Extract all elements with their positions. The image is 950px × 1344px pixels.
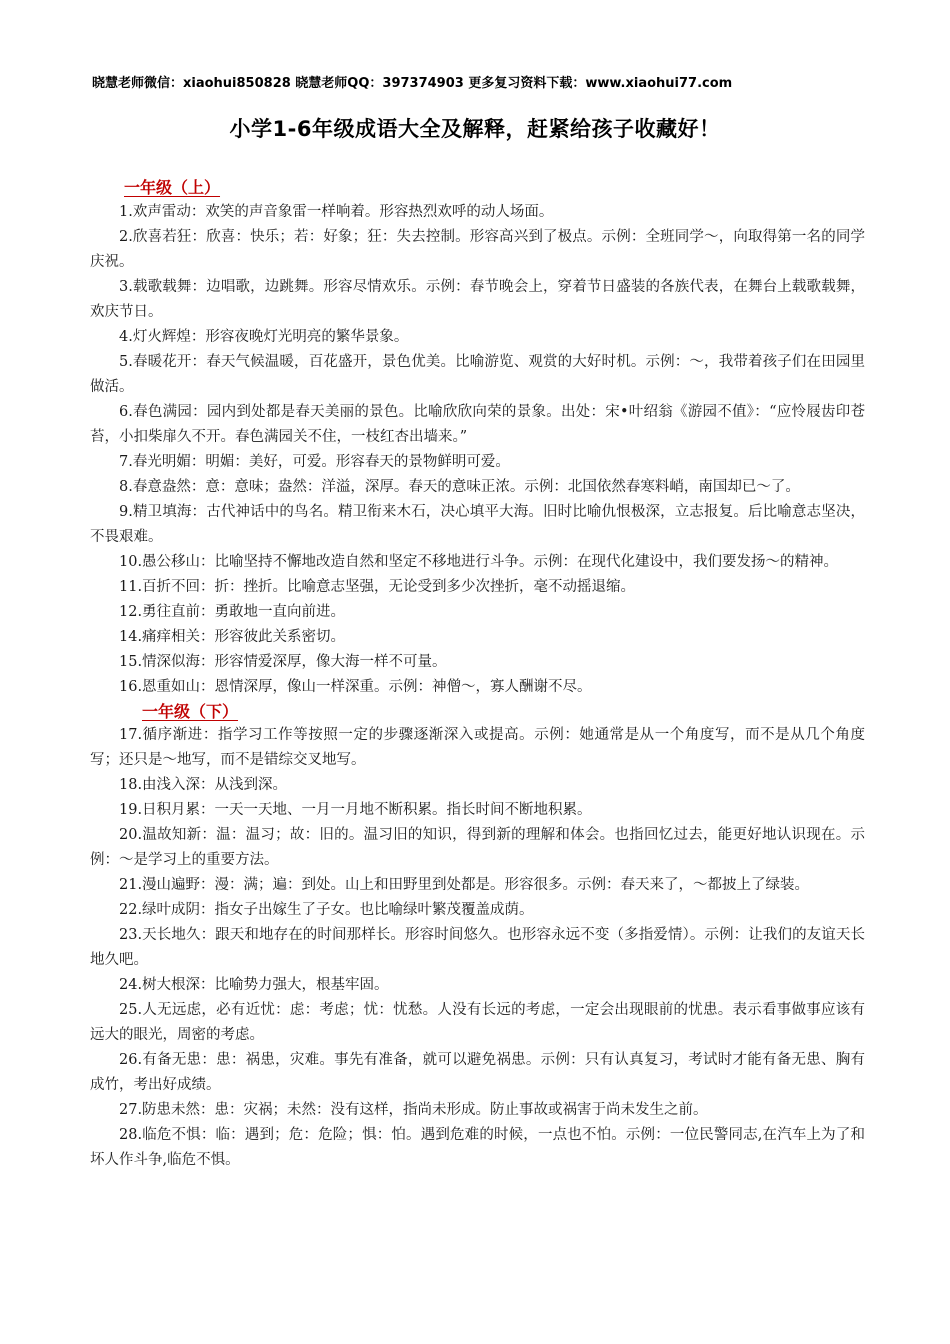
idiom-entry: 20.温故知新：温：温习；故：旧的。温习旧的知识，得到新的理解和体会。也指回忆过去，能更好地认识现在。示例：～是学习上的重要方法。 bbox=[90, 827, 865, 868]
idiom-entry: 8.春意盎然：意：意味；盎然：洋溢，深厚。春天的意味正浓。示例：北国依然春寒料峭，南国却已～了。 bbox=[119, 479, 800, 495]
page-title: 小学1-6年级成语大全及解释，赶紧给孩子收藏好！ bbox=[229, 117, 721, 141]
idiom-entry: 25.人无远虑，必有近忧：虑：考虑；忧：忧愁。人没有长远的考虑，一定会出现眼前的忧患。表示看事做事应该有远大的眼光，周密的考虑。 bbox=[90, 1002, 865, 1043]
idiom-entry: 10.愚公移山：比喻坚持不懈地改造自然和坚定不移地进行斗争。示例：在现代化建设中，我们要发扬～的精神。 bbox=[119, 554, 839, 570]
idiom-entry: 12.勇往直前：勇敢地一直向前进。 bbox=[119, 604, 346, 620]
idiom-entry: 24.树大根深：比喻势力强大，根基牢固。 bbox=[119, 977, 389, 993]
idiom-entry: 14.痛痒相关：形容彼此关系密切。 bbox=[119, 629, 346, 645]
section-grade1-first bbox=[90, 176, 865, 700]
idiom-entry: 18.由浅入深：从浅到深。 bbox=[119, 777, 288, 793]
idiom-entry: 11.百折不回：折：挫折。比喻意志坚强，无论受到多少次挫折，毫不动摇退缩。 bbox=[119, 579, 636, 595]
idiom-entry: 15.情深似海：形容情爱深厚，像大海一样不可量。 bbox=[119, 654, 447, 670]
idiom-entry: 4.灯火辉煌：形容夜晚灯光明亮的繁华景象。 bbox=[119, 329, 409, 345]
idiom-entry: 17.循序渐进：指学习工作等按照一定的步骤逐渐深入或提高。示例：她通常是从一个角度写，而不是从几个角度写；还只是～地写，而不是错综交叉地写。 bbox=[90, 727, 865, 768]
contact-header: 晓慧老师微信：xiaohui850828 晓慧老师QQ：397374903 更多复习资料下载：www.xiaohui77.com bbox=[92, 76, 733, 91]
idiom-entry: 3.载歌载舞：边唱歌，边跳舞。形容尽情欢乐。示例：春节晚会上，穿着节日盛装的各族代表，在舞台上载歌载舞，欢庆节日。 bbox=[90, 279, 865, 320]
idiom-entry: 1.欢声雷动：欢笑的声音象雷一样响着。形容热烈欢呼的动人场面。 bbox=[119, 204, 554, 220]
content-body bbox=[90, 176, 865, 1173]
section-heading: 一年级（上） bbox=[124, 178, 221, 197]
idiom-entry: 26.有备无患：患：祸患，灾难。事先有准备，就可以避免祸患。示例：只有认真复习，考试时才能有备无患、胸有成竹，考出好成绩。 bbox=[90, 1052, 865, 1093]
idiom-entry: 7.春光明媚：明媚：美好，可爱。形容春天的景物鲜明可爱。 bbox=[119, 454, 510, 470]
idiom-entry: 21.漫山遍野：漫：满；遍：到处。山上和田野里到处都是。形容很多。示例：春天来了，～都披上了绿装。 bbox=[119, 877, 810, 893]
idiom-entry: 23.天长地久：跟天和地存在的时间那样长。形容时间悠久。也形容永远不变（多指爱情）。示例：让我们的友谊天长地久吧。 bbox=[90, 927, 865, 968]
idiom-entry: 5.春暖花开：春天气候温暖，百花盛开，景色优美。比喻游览、观赏的大好时机。示例：～，我带着孩子们在田园里做活。 bbox=[90, 354, 865, 395]
idiom-entry: 16.恩重如山：恩情深厚，像山一样深重。示例：神僧～，寡人酬谢不尽。 bbox=[119, 679, 592, 695]
section-grade1-second bbox=[90, 700, 865, 1173]
idiom-entry: 6.春色满园：园内到处都是春天美丽的景色。比喻欣欣向荣的景象。出处：宋•叶绍翁《游园不值》：“应怜屐齿印苍苔，小扣柴扉久不开。春色满园关不住，一枝红杏出墙来。” bbox=[90, 404, 865, 445]
idiom-entry: 28.临危不惧：临：遇到；危：危险；惧：怕。遇到危难的时候，一点也不怕。示例：一位民警同志,在汽车上为了和坏人作斗争,临危不惧。 bbox=[90, 1127, 865, 1168]
idiom-entry: 27.防患未然：患：灾祸；未然：没有这样，指尚未形成。防止事故或祸害于尚未发生之前。 bbox=[119, 1102, 708, 1118]
idiom-entry: 22.绿叶成阴：指女子出嫁生了子女。也比喻绿叶繁茂覆盖成荫。 bbox=[119, 902, 534, 918]
idiom-entry: 19.日积月累：一天一天地、一月一月地不断积累。指长时间不断地积累。 bbox=[119, 802, 592, 818]
idiom-entry: 9.精卫填海：古代神话中的鸟名。精卫衔来木石，决心填平大海。旧时比喻仇恨极深，立志报复。后比喻意志坚决，不畏艰难。 bbox=[90, 504, 865, 545]
idiom-entry: 2.欣喜若狂：欣喜：快乐；若：好象；狂：失去控制。形容高兴到了极点。示例：全班同学～，向取得第一名的同学庆祝。 bbox=[90, 229, 865, 270]
section-heading: 一年级（下） bbox=[142, 702, 239, 721]
